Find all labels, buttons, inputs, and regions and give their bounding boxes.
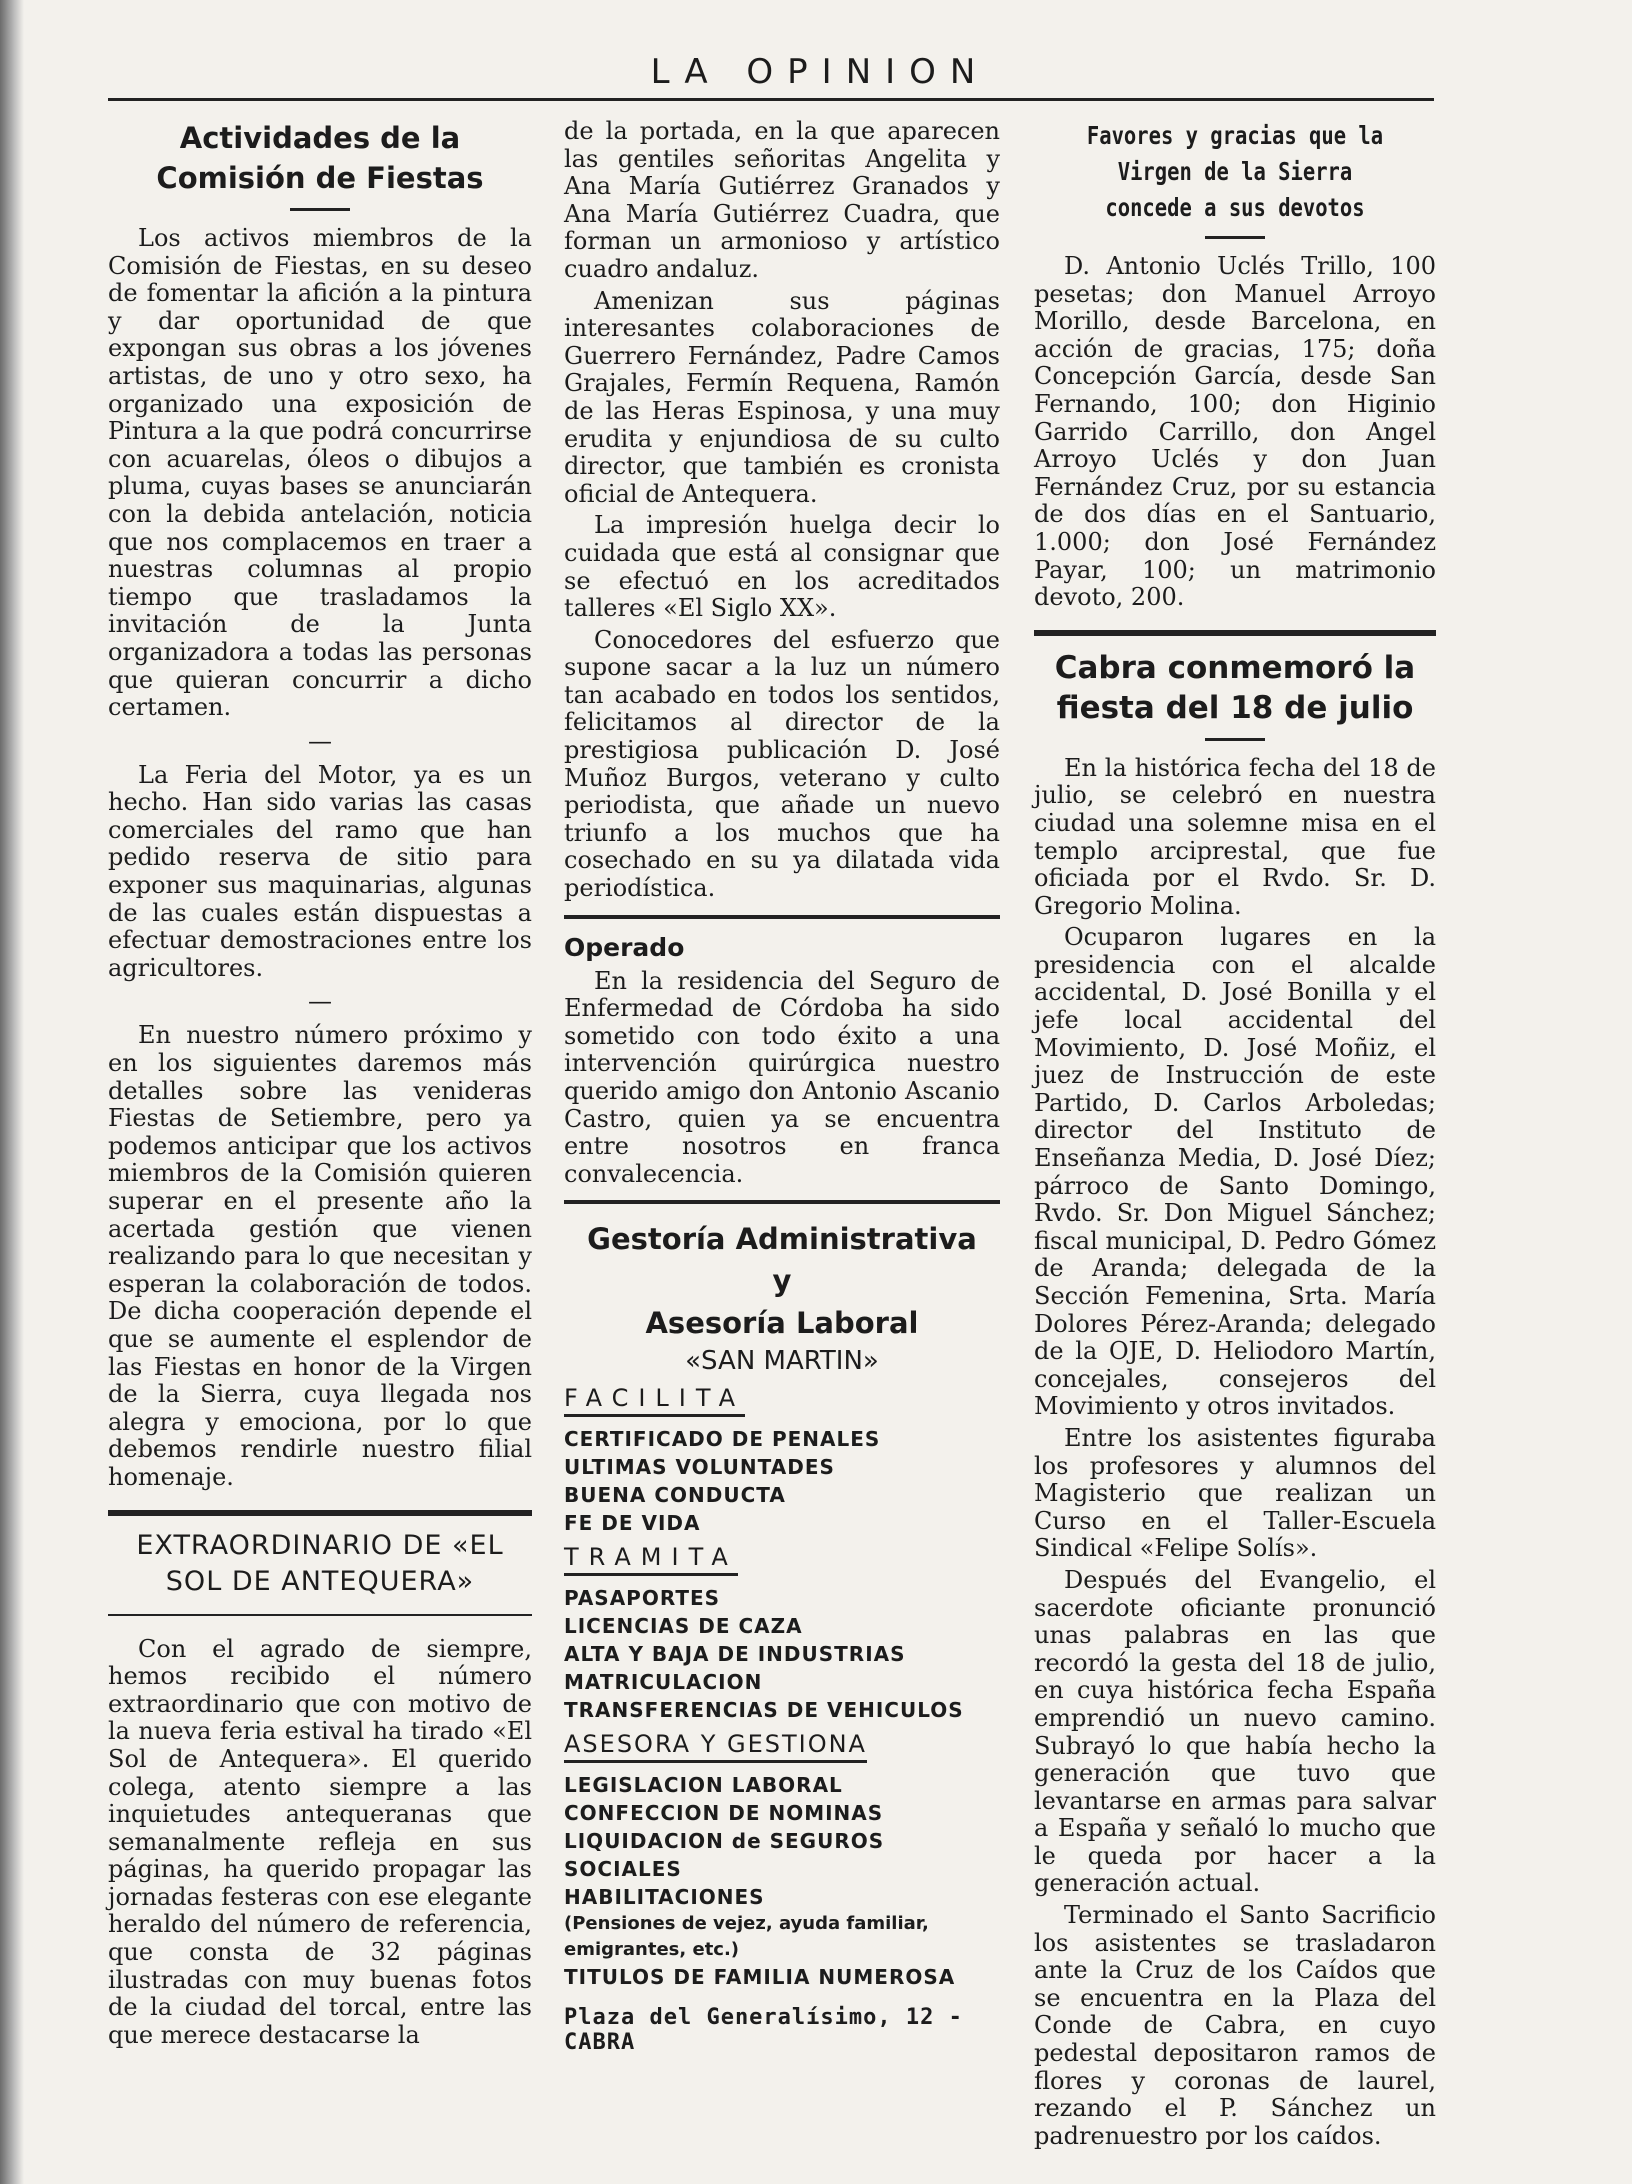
ad-service-item: PASAPORTES <box>564 1586 721 1611</box>
advertisement-gestoria <box>564 1218 1000 2055</box>
ad-service-item: CERTIFICADO DE PENALES <box>564 1427 881 1452</box>
ad-service-item: TRANSFERENCIAS DE VEHICULOS <box>564 1698 964 1723</box>
ad-service-item: ULTIMAS VOLUNTADES <box>564 1455 835 1480</box>
article-paragraph: La Feria del Motor, ya es un hecho. Han sido varias las casas comerciales del ramo que han pedido reserva de sitio para exponer sus maquinarias, algunas de las cuales están dispuestas a efectuar demostraciones entre los agricultores. <box>108 760 532 982</box>
article-paragraph: Conocedores del esfuerzo que supone sacar a la luz un número tan acabado en todos los sentidos, felicitamos al director de la prestigiosa publicación D. José Muñoz Burgos, veterano y culto periodista, que añade un nuevo triunfo a los muchos que ha cosechado en su ya dilatada vida periodística. <box>564 625 1000 903</box>
article-paragraph: Los activos miembros de la Comisión de Fiestas, en su deseo de fomentar la afición a la pintura y dar oportunidad de que expongan sus obras a los jóvenes artistas, de uno y otro sexo, ha organizado una exposición de Pintura a la que podrá concurrirse con acuarelas, óleos o dibujos a pluma, cuyas bases se anunciarán con la debida antelación, noticia que nos complacemos en traer a nuestras columnas al propio tiempo que trasladamos la invitación de la Junta organizadora a todas las personas que quieran concurrir a dicho certamen. <box>108 224 532 722</box>
article-paragraph: Con el agrado de siempre, hemos recibido el número extraordinario que con motivo de la nueva feria estival ha tirado «El Sol de Antequera». El querido colega, atento siempre a las inquietudes antequeranas que semanalmente refleja en sus páginas, ha querido propagar las jornadas festeras con ese elegante heraldo del número de referencia, que consta de 32 páginas ilustradas con muy buenas fotos de la ciudad del torcal, entre las que merece destacarse la <box>108 1634 532 2049</box>
article-paragraph: Terminado el Santo Sacrificio los asistentes se trasladaron ante la Cruz de los Caídos que se encuentra en la Plaza del Conde de Cabra, en cuyo pedestal depositaron ramos de flores y coronas de laurel, rezando el P. Sánchez un padrenuestro por los caídos. <box>1034 1901 1436 2150</box>
column-middle <box>564 118 1000 2055</box>
article-paragraph: En nuestro número próximo y en los siguientes daremos más detalles sobre las venideras Fiestas de Setiembre, pero ya podemos anticipar que los activos miembros de la Comisión quieren superar en el presente año la acertada gestión que vienen realizando para lo que necesitan y esperan la colaboración de todos. De dicha cooperación depende el que se aumente el esplendor de las Fiestas en honor de la Virgen de la Sierra, cuya llegada nos alegra y emociona, por lo que debemos rendirle nuestro filial homenaje. <box>108 1021 532 1491</box>
ad-service-item: TITULOS DE FAMILIA NUMEROSA <box>564 1965 956 1990</box>
ad-service-item: MATRICULACION <box>564 1670 763 1695</box>
headline-favores: Favores y gracias que la Virgen de la Sierra concede a sus devotos <box>1086 121 1384 222</box>
ad-service-item: FE DE VIDA <box>564 1511 701 1536</box>
headline-divider <box>1205 738 1265 741</box>
advertisement-top-rule <box>564 1200 1000 1204</box>
article-paragraph: En la residencia del Seguro de Enfermedad de Córdoba ha sido sometido con todo éxito a una intervención quirúrgica nuestro querido amigo don Antonio Ascanio Castro, quien ya se encuentra entre nosotros en franca convalecencia. <box>564 966 1000 1188</box>
masthead-rule <box>108 98 1434 101</box>
ad-business-name: «SAN MARTIN» <box>685 1346 879 1377</box>
section-separator: — <box>308 987 332 1016</box>
ad-service-item: CONFECCION DE NOMINAS <box>564 1801 884 1826</box>
ad-section-heading: TRAMITA <box>564 1543 738 1576</box>
ad-service-item: ALTA Y BAJA DE INDUSTRIAS <box>564 1642 906 1667</box>
article-paragraph: La impresión huelga decir lo cuidada que está al consignar que se efectuó en los acreditados talleres «El Siglo XX». <box>564 511 1000 623</box>
article-paragraph: D. Antonio Uclés Trillo, 100 pesetas; don Manuel Arroyo Morillo, desde Barcelona, en acción de gracias, 175; doña Concepción García, desde San Fernando, 100; don Higinio Garrido Carrillo, don Angel Arroyo Uclés y don Juan Fernández Cruz, por su estancia de dos días en el Santuario, 1.000; don José Fernández Payar, 100; un matrimonio devoto, 200. <box>1034 252 1436 612</box>
ad-service-item: LICENCIAS DE CAZA <box>564 1614 803 1639</box>
ad-service-item: LEGISLACION LABORAL <box>564 1773 843 1798</box>
ad-section-heading: ASESORA Y GESTIONA <box>564 1730 867 1763</box>
ad-service-item: HABILITACIONES <box>564 1885 765 1910</box>
headline-cabra-18-julio: Cabra conmemoró la fiesta del 18 de julio <box>1054 649 1416 726</box>
headline-underline <box>108 1614 532 1616</box>
ad-note: (Pensiones de vejez, ayuda familiar, emigrantes, etc.) <box>564 1913 929 1961</box>
masthead: LA OPINION <box>650 52 990 92</box>
article-divider <box>1034 630 1436 636</box>
ad-section-heading: FACILITA <box>564 1384 745 1417</box>
headline-operado: Operado <box>564 932 685 962</box>
section-separator: — <box>308 726 332 755</box>
headline-extraordinario: EXTRAORDINARIO DE «EL SOL DE ANTEQUERA» <box>136 1529 504 1597</box>
ad-service-item: LIQUIDACION de SEGUROS SOCIALES <box>564 1829 885 1882</box>
ad-address: Plaza del Generalísimo, 12 - CABRA <box>564 2005 963 2056</box>
ad-title-connector: y <box>772 1264 792 1299</box>
headline-divider <box>1205 236 1265 239</box>
article-paragraph: Ocuparon lugares en la presidencia con el alcalde accidental, D. José Bonilla y el jefe local accidental del Movimiento, D. José Moñiz, el juez de Instrucción de este Partido, D. Carlos Arboledas; director del Instituto de Enseñanza Media, D. José Díez; párroco de Santo Domingo, Rvdo. Sr. Don Miguel Sánchez; fiscal municipal, D. Pedro Gómez de Aranda; delegada de la Sección Femenina, Srta. María Dolores Pérez-Aranda; delegado de la OJE, D. Heliodoro Martín, concejales, consejeros del Movimiento y otros invitados. <box>1034 923 1436 1421</box>
article-paragraph: Después del Evangelio, el sacerdote oficiante pronunció unas palabras en las que recordó la gesta del 18 de julio, en cuya histórica fecha España emprendió un nuevo camino. Subrayó lo que había hecho la generación que tuvo que levantarse en armas para salvar a España y señaló lo mucho que le queda por hacer a la generación actual. <box>1034 1565 1436 1898</box>
ad-title: Gestoría Administrativa <box>587 1222 977 1257</box>
column-right <box>1034 118 1436 2154</box>
article-divider <box>108 1510 532 1516</box>
article-paragraph: Entre los asistentes figuraba los profesores y alumnos del Magisterio que realizan un Curso en el Taller-Escuela Sindical «Felipe Solís». <box>1034 1423 1436 1563</box>
page-binding-shadow <box>0 0 24 2184</box>
article-paragraph: Amenizan sus páginas interesantes colaboraciones de Guerrero Fernández, Padre Camos Grajales, Fermín Requena, Ramón de las Heras Espinosa, y una muy erudita y enjundiosa de su culto director, que también es cronista oficial de Antequera. <box>564 286 1000 508</box>
ad-service-item: BUENA CONDUCTA <box>564 1483 786 1508</box>
headline-comision-fiestas: Actividades de la Comisión de Fiestas <box>156 121 484 195</box>
article-divider <box>564 915 1000 919</box>
article-paragraph: de la portada, en la que aparecen las gentiles señoritas Angelita y Ana María Gutiérrez Granados y Ana María Gutiérrez Cuadra, que forman un armonioso y artístico cuadro andaluz. <box>564 117 1000 283</box>
column-left <box>108 118 532 2053</box>
ad-title: Asesoría Laboral <box>645 1306 919 1341</box>
article-paragraph: En la histórica fecha del 18 de julio, se celebró en nuestra ciudad una solemne misa en el templo arciprestal, que fue oficiada por el Rvdo. Sr. D. Gregorio Molina. <box>1034 753 1436 920</box>
headline-divider <box>290 208 350 211</box>
